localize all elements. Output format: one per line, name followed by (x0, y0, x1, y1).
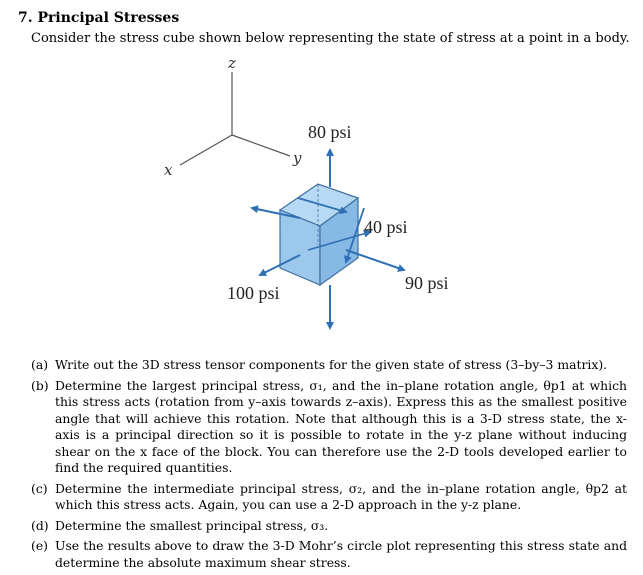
part-label: (b) (31, 377, 49, 393)
shear-stress-label: 40 psi (364, 217, 408, 237)
top-stress-label: 80 psi (308, 122, 352, 142)
problem-intro: Consider the stress cube shown below representing the state of stress at a point in a body. (31, 31, 630, 46)
part-text: Determine the largest principal stress, σ₁, and the in–plane rotation angle, θp1 at which this stress acts (rotation from y–axis towards z–axis). Express this as the smallest positive angle that will achieve this rotation. Note that although this is a 3-D stress state, the x-axis is a principal direction so it is possible to rotate in the y-z plane without inducing shear on the x face of the block. You can therefore use the 2-D tools developed earlier to find the required quantities. (55, 377, 627, 475)
x-axis-label: x (164, 161, 173, 179)
stress-cube-figure (150, 50, 480, 340)
problem-title: 7. Principal Stresses (18, 10, 180, 26)
part-a (31, 357, 627, 374)
y-axis-label: y (293, 149, 302, 167)
right-stress-label: 90 psi (405, 273, 449, 293)
part-text: Determine the smallest principal stress, σ₃. (55, 517, 329, 533)
part-text: Use the results above to draw the 3-D Mohr’s circle plot representing this stress state and determine the absolute maximum shear stress. (55, 538, 627, 570)
part-label: (d) (31, 517, 49, 533)
stress-cube (280, 184, 358, 285)
z-axis-label: z (228, 54, 236, 72)
part-e (31, 538, 627, 571)
left-stress-label: 100 psi (227, 283, 280, 303)
part-label: (c) (31, 480, 48, 496)
part-label: (a) (31, 357, 49, 372)
part-text: Determine the intermediate principal stress, σ₂, and the in–plane rotation angle, θp2 at which this stress acts. Again, you can use a 2-D approach in the y-z plane. (55, 480, 627, 512)
part-d (31, 518, 627, 535)
question-parts (31, 357, 627, 575)
part-b (31, 378, 627, 477)
y-axis-line (232, 135, 290, 156)
part-label: (e) (31, 538, 49, 553)
x-axis-line (180, 135, 232, 165)
part-c (31, 481, 627, 514)
part-text: Write out the 3D stress tensor components for the given state of stress (3–by–3 matrix). (55, 357, 608, 372)
